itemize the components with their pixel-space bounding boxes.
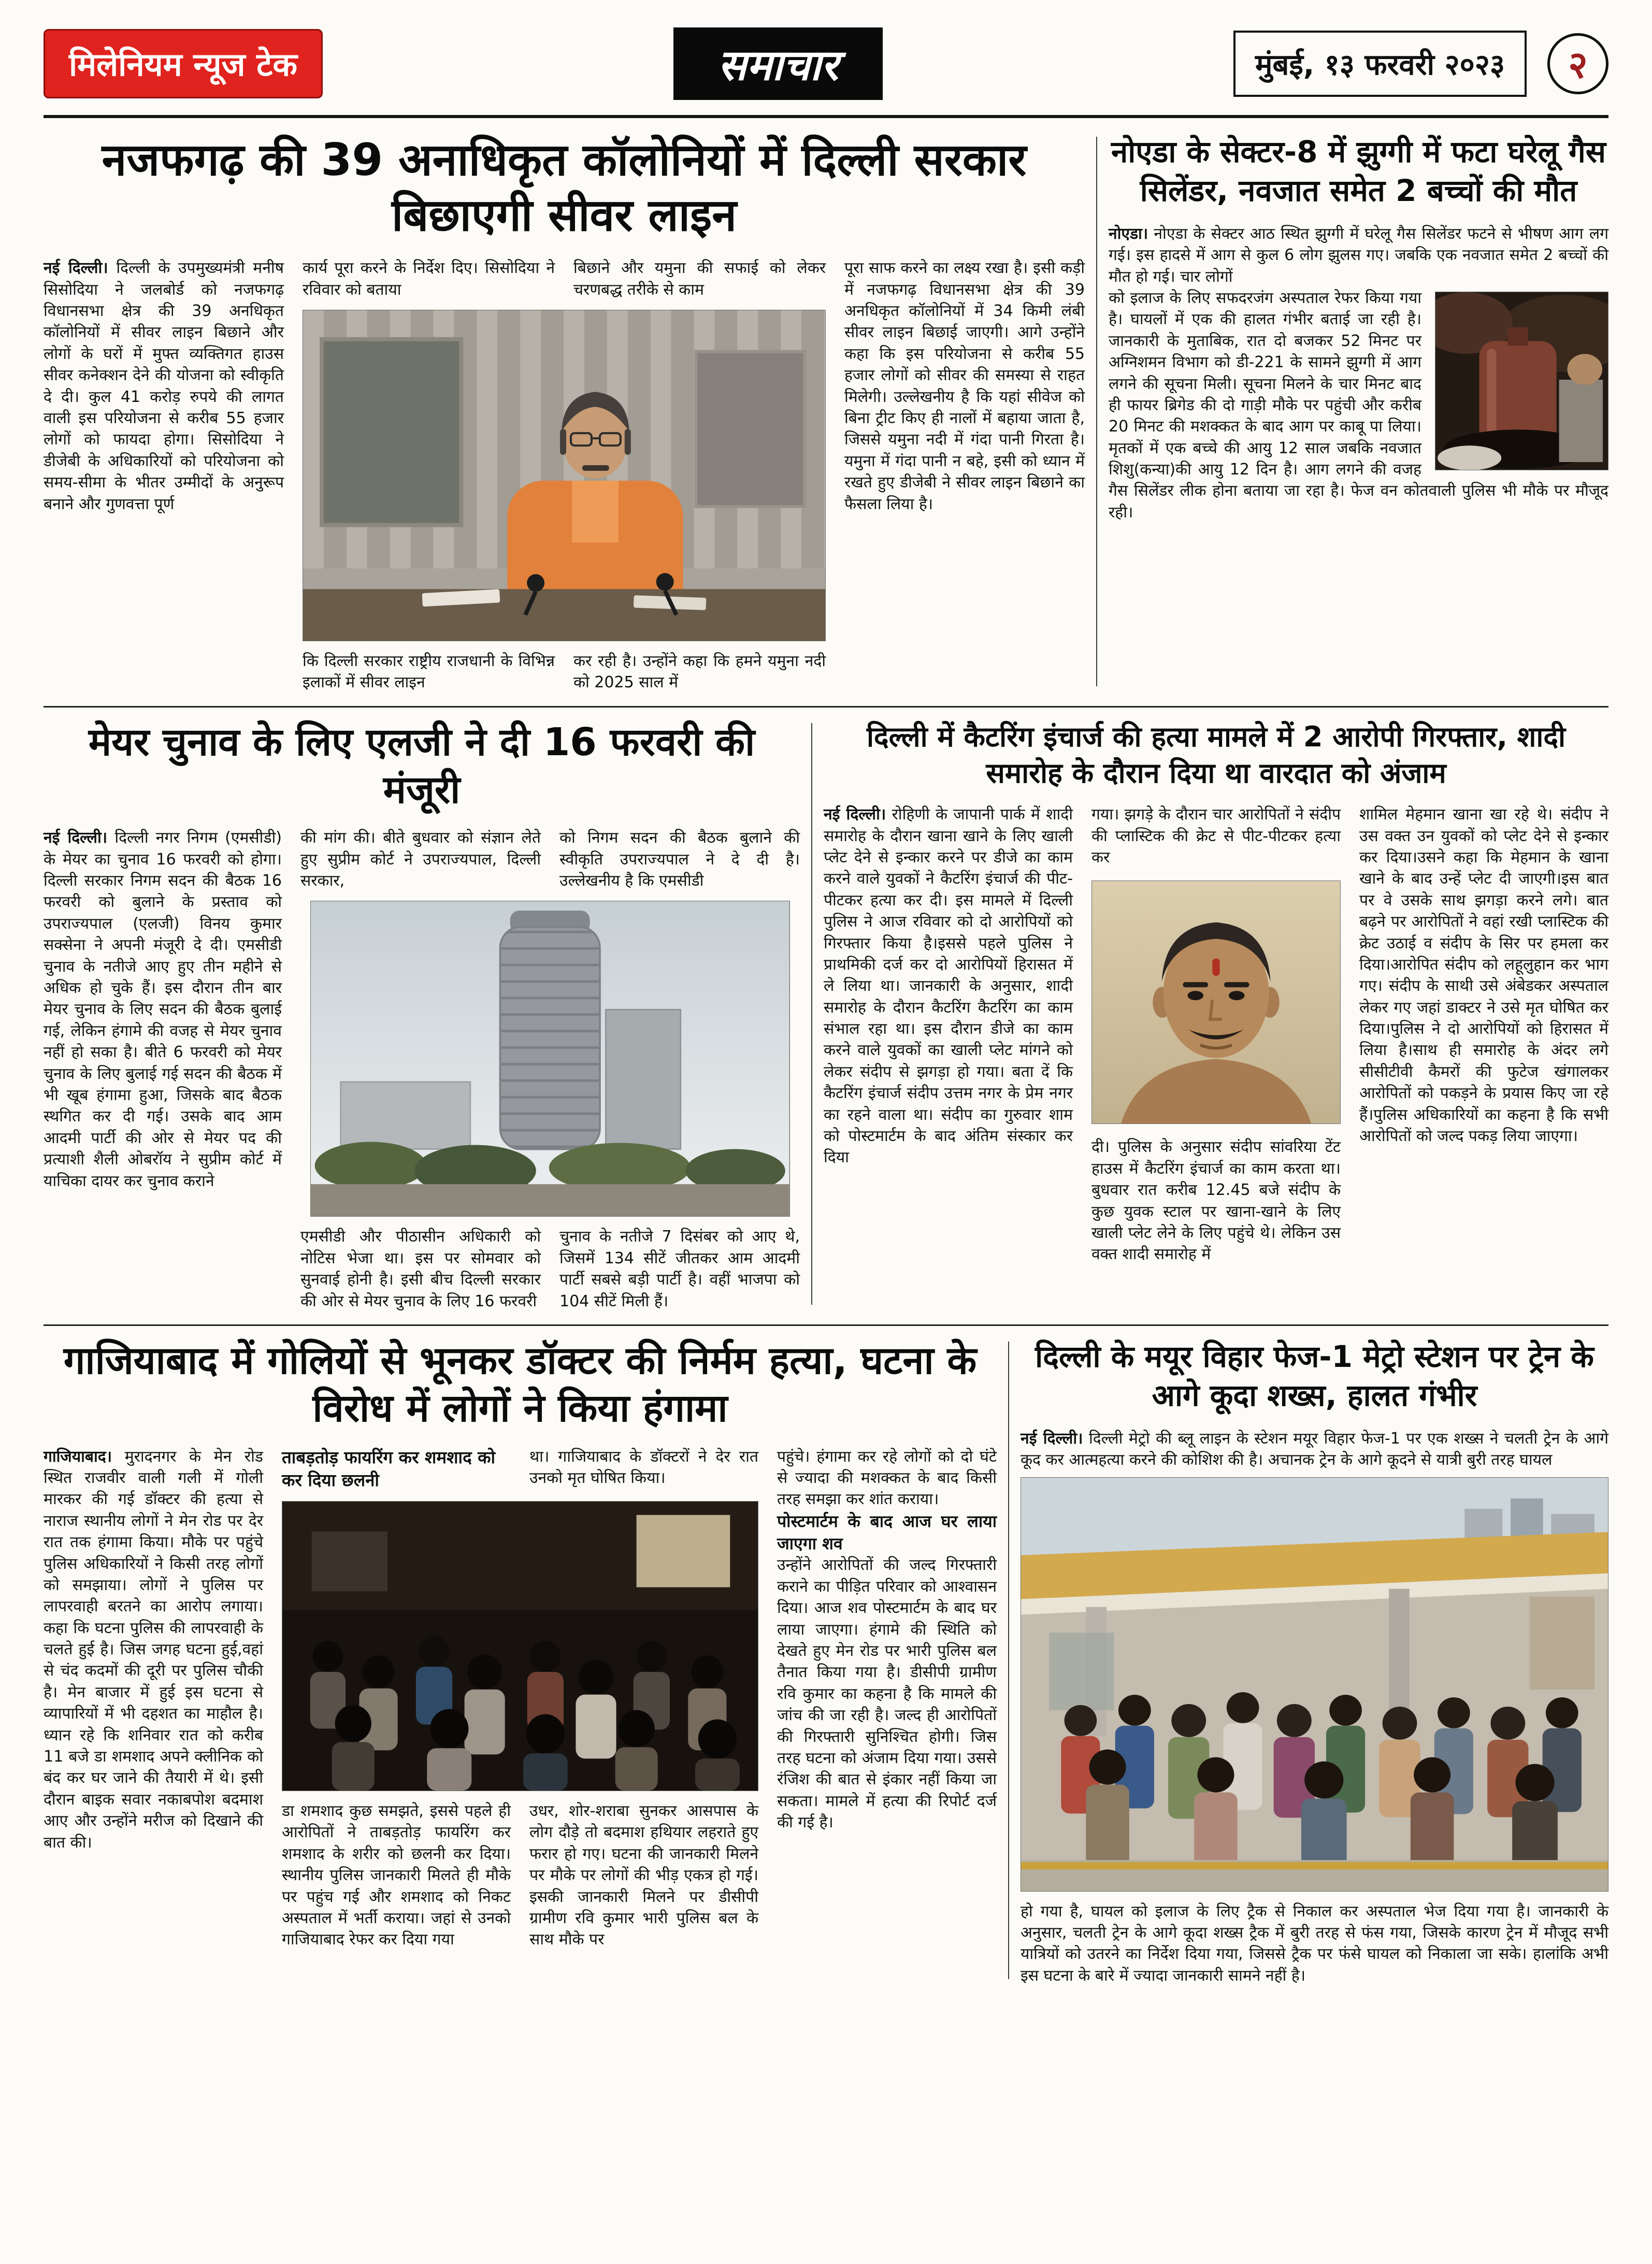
body-column-3-top: को निगम सदन की बैठक बुलाने की स्वीकृति उपराज्यपाल ने दे दी है। उल्लेखनीय है कि एमसीडी bbox=[559, 829, 800, 890]
body-column-2-top: गया। झगड़े के दौरान चार आरोपितों ने संदीप की प्लास्टिक की क्रेट से पीट-पीटकर हत्या कर bbox=[1091, 805, 1341, 867]
photo-illustration bbox=[1092, 881, 1340, 1123]
dateline: गाजियाबाद। bbox=[44, 1447, 112, 1466]
article-middle-block bbox=[282, 1446, 758, 1951]
photo-illustration bbox=[1435, 292, 1608, 470]
header-rule bbox=[44, 115, 1608, 118]
lead-paragraph bbox=[1021, 1428, 1608, 1471]
lead-paragraph bbox=[1109, 223, 1608, 287]
photo-metro-station-crowd bbox=[1021, 1477, 1608, 1892]
vertical-divider bbox=[811, 723, 812, 1305]
body-column-1 bbox=[824, 804, 1073, 1169]
body-column-2-bottom: डा शमशाद कुछ समझते, इससे पहले ही आरोपितों ने ताबड़तोड़ फायरिंग कर शमशाद के शरीर को छलनी कर दिया। स्थानीय पुलिस जानकारी मिलते ही मौके पर पहुंच गई और शमशाद को निकट अस्पताल में भर्ती कराया। जहां से उनको गाजियाबाद रेफर कर दिया गया bbox=[282, 1801, 511, 1949]
edition-date: मुंबई, १३ फरवरी २०२३ bbox=[1233, 31, 1527, 97]
article-middle-block bbox=[300, 827, 800, 1312]
column-4-rest: उन्होंने आरोपितों की जल्द गिरफ्तारी कराने का पीड़ित परिवार को आश्वासन दिया। आज शव पोस्टमार्टम के बाद घर लाया जाएगा। हंगामे की स्थिति को देखते हुए मेन रोड पर भारी पुलिस बल तैनात किया गया है। डीसीपी ग्रामीण रवि कुमार का कहना है कि मामले की जांच की जा रही है। जल्द ही आरोपितों की गिरफ्तारी सुनिश्चित होगी। जिस तरह घटना को अंजाम दिया गया। उससे रंजिश की बात से इंकार नहीं किया जा सकता। मामले में हत्या की रिपोर्ट दर्ज की गई है। bbox=[777, 1556, 997, 1832]
headline-metro-incident: दिल्ली के मयूर विहार फेज-1 मेट्रो स्टेशन पर ट्रेन के आगे कूदा शख्स, हालत गंभीर bbox=[1035, 1339, 1594, 1414]
body-column-2-top: की मांग की। बीते बुधवार को संज्ञान लेते हुए सुप्रीम कोर्ट ने उपराज्यपाल, दिल्ली सरकार, bbox=[300, 829, 541, 890]
body-column-3-top: बिछाने और यमुना की सफाई को लेकर चरणबद्ध तरीके से काम bbox=[573, 259, 826, 299]
article-catering-incharge-murder bbox=[824, 716, 1608, 1312]
article-metro-incident bbox=[1021, 1334, 1608, 1986]
article-najafgarh-sewer bbox=[44, 129, 1085, 694]
row-middle bbox=[44, 706, 1608, 1312]
photo-protest-crowd-night bbox=[282, 1501, 758, 1791]
column-text: मुरादनगर के मेन रोड स्थित राजवीर वाली गली में गोली मारकर की गई डॉक्टर की हत्या से नाराज स्थानीय लोगों ने मेन रोड पर देर रात तक हंगामा किया। मौके पर पहुंचे पुलिस अधिकारियों ने किसी तरह लोगों को समझाया। लोगों ने पुलिस पर लापरवाही बरतने का आरोप लगाया। कहा कि घटना पुलिस की लापरवाही के चलते हुई है। जिस जगह घटना हुई,वहां से चंद कदमों की दूरी पर पुलिस चौकी है। मेन बाजार में हुई इस घटना से व्यापारियों में भी दहशत का माहौल है। ध्यान रहे कि शनिवार रात को करीब 11 बजे डा शमशाद अपने क्लीनिक को बंद कर घर जाने की तैयारी में थे। इसी दौरान बाइक सवार नकाबपोश बदमाश आए और उन्होंने मरीज को दिखाने की बात की। bbox=[44, 1447, 263, 1852]
photo-manish-sisodia-press-conference bbox=[303, 310, 826, 641]
body-column-1 bbox=[44, 257, 284, 515]
body-text: हो गया है, घायल को इलाज के लिए ट्रैक से निकाल कर अस्पताल भेज दिया गया है। जानकारी के अनुसार, चलती ट्रेन के आगे कूदा शख्स ट्रैक में बुरी तरह से फंस गया, जिसके कारण ट्रेन में मौजूद सभी यात्रियों को उतरने का निर्देश दिया गया, जिससे ट्रैक पर फंसे घायल को निकाला जा सके। हालांकि अभी इस घटना के बारे में ज्यादा जानकारी सामने नहीं है। bbox=[1021, 1902, 1608, 1985]
body-column-3-bottom: कर रही है। उन्होंने कहा कि हमने यमुना नदी को 2025 साल में bbox=[573, 652, 826, 692]
photo-burnt-gas-cylinder bbox=[1435, 292, 1608, 470]
photo-mcd-civic-centre-building bbox=[310, 901, 789, 1217]
headline-catering-murder: दिल्ली में कैटरिंग इंचार्ज की हत्या मामले में 2 आरोपी गिरफ्तार, शादी समारोह के दौरान दिया था वारदात को अंजाम bbox=[866, 720, 1566, 789]
body-column-4 bbox=[777, 1446, 997, 1834]
text-below-photo bbox=[282, 1800, 758, 1951]
article-noida-cylinder-blast bbox=[1109, 129, 1608, 694]
row-top bbox=[44, 121, 1608, 694]
text-above-photo bbox=[282, 1446, 758, 1492]
body-column-3-bottom: चुनाव के नतीजे 7 दिसंबर को आए थे, जिसमें 134 सीटें जीतकर आम आदमी पार्टी सबसे बड़ी पार्टी है। वहीं भाजपा को 104 सीटें मिली हैं। bbox=[559, 1228, 800, 1310]
photo-illustration bbox=[1021, 1478, 1608, 1891]
sub-headline-firing: ताबड़तोड़ फायरिंग कर शमशाद को कर दिया छलनी bbox=[282, 1447, 495, 1490]
article-ghaziabad-doctor-murder bbox=[44, 1334, 997, 1986]
vertical-divider bbox=[1008, 1342, 1009, 1979]
article-body bbox=[44, 827, 800, 1312]
text-below-photo bbox=[300, 1226, 800, 1312]
article-body bbox=[44, 1446, 997, 1951]
photo-illustration bbox=[311, 901, 789, 1216]
headline-najafgarh-sewer: नजफगढ़ की 39 अनाधिकृत कॉलोनियों में दिल्ली सरकार बिछाएगी सीवर लाइन bbox=[102, 134, 1027, 241]
column-text: रोहिणी के जापानी पार्क में शादी समारोह के दौरान खाना खाने के लिए खाली प्लेट देने से इन्कार करने पर डीजे का काम करने वाले युवकों ने कैटरिंग इंचार्ज की पीट-पीटकर हत्या कर दी। इस मामले में दिल्ली पुलिस ने आज रविवार को दो आरोपियों को गिरफ्तार किया है।इससे पहले पुलिस ने प्राथमिकी दर्ज कर दो आरोपियों हिरासत में ले लिया था। जानकारी के अनुसार, शादी समारोह के दौरान कैटरिंग कैटरिंग का काम संभाल रहा था। इस दौरान डीजे का काम करने वाले युवकों का खाली प्लेट मांगने को लेकर संदीप से झगड़ा हो गया। बता दें कि कैटरिंग इंचार्ज संदीप उत्तम नगर के प्रेम नगर का रहने वाला था। संदीप का गुरुवार शाम को पोस्टमार्टम के बाद अंतिम संस्कार कर दिया bbox=[824, 805, 1073, 1167]
body-column-4: पूरा साफ करने का लक्ष्य रखा है। इसी कड़ी में नजफगढ़ विधानसभा क्षेत्र की 39 अनधिकृत कॉलोनियों में 34 किमी लंबी सीवर लाइन बिछाई जाएगी। आगे उन्होंने कहा कि इस परियोजना से करीब 55 हजार लोगों को सीवर की समस्या से राहत मिलेगी। उल्लेखनीय है कि यहां सीवेज को बिना ट्रीट किए ही नालों में बहाया जाता है, जिससे यमुना नदी में गंदा पानी गिरता है। यमुना में गंदा पानी न बहे, इसी को ध्यान में रखते हुए डीजेबी ने सीवर लाइन बिछाने का फैसला लिया है। bbox=[844, 259, 1085, 513]
sub-headline-postmortem: पोस्टमार्टम के बाद आज घर लाया जाएगा शव bbox=[777, 1511, 997, 1553]
article-body bbox=[824, 804, 1608, 1265]
page-header bbox=[44, 23, 1608, 105]
lead-text: नोएडा के सेक्टर आठ स्थित झुग्गी में घरेलू गैस सिलेंडर फटने से भीषण आग लग गई। इस हादसे में आग से कुल 6 लोग झुलस गए। जबकि एक नवजात समेत 2 बच्चों की मौत हो गई। चार लोगों bbox=[1109, 224, 1608, 286]
headline-noida-cylinder: नोएडा के सेक्टर-8 में झुग्गी में फटा घरेलू गैस सिलेंडर, नवजात समेत 2 बच्चों की मौत bbox=[1111, 134, 1606, 209]
photo-illustration bbox=[303, 310, 825, 641]
body-column-2-bottom: एमसीडी और पीठासीन अधिकारी को नोटिस भेजा था। इस पर सोमवार को सुनवाई होनी है। इसी बीच दिल्ली सरकार की ओर से मेयर चुनाव के लिए 16 फरवरी bbox=[300, 1228, 541, 1310]
column-text: दिल्ली के उपमुख्यमंत्री मनीष सिसोदिया ने जलबोर्ड को नजफगढ़ विधानसभा क्षेत्र की 39 अनधिकृत कॉलोनियों में सीवर लाइन बिछाने और लोगों के घरों में मुफ्त व्यक्तिगत हाउस सीवर कनेक्शन देने की योजना को स्वीकृति दे दी। कुल 41 करोड़ रुपये की लागत वाली इस परियोजना से करीब 55 हजार लोगों को फायदा होगा। सिसोदिया ने डीजेबी के अधिकारियों को परियोजना को समय-सीमा के भीतर उम्मीदों के अनुरूप बनाने और गुणवत्ता पूर्ण bbox=[44, 259, 284, 513]
row-bottom bbox=[44, 1324, 1608, 1986]
dateline: नोएडा। bbox=[1109, 224, 1148, 243]
body-column-2-top: कार्य पूरा करने के निर्देश दिए। सिसोदिया ने रविवार को बताया bbox=[303, 259, 555, 299]
article-middle-block bbox=[1091, 804, 1341, 1265]
article-middle-block bbox=[303, 257, 826, 694]
lead-text: दिल्ली मेट्रो की ब्लू लाइन के स्टेशन मयूर विहार फेज-1 पर एक शख्स ने चलती ट्रेन के आगे कूद कर आत्महत्या करने की कोशिश की है। अचानक ट्रेन के आगे कूदने से यात्री बुरी तरह घायल bbox=[1021, 1429, 1608, 1469]
body-column-3-top: था। गाजियाबाद के डॉक्टरों ने देर रात उनको मृत घोषित किया। bbox=[529, 1447, 758, 1487]
article-mayor-election bbox=[44, 716, 800, 1312]
headline-ghaziabad-murder: गाजियाबाद में गोलियों से भूनकर डॉक्टर की निर्मम हत्या, घटना के विरोध में लोगों ने किया हंगामा bbox=[63, 1338, 977, 1431]
section-banner: समाचार bbox=[673, 27, 883, 100]
dateline: नई दिल्ली। bbox=[1021, 1429, 1083, 1448]
photo-illustration bbox=[282, 1502, 758, 1791]
publication-logo: मिलेनियम न्यूज टेक bbox=[44, 29, 323, 98]
text-above-photo bbox=[303, 257, 826, 300]
text-above-photo bbox=[300, 827, 800, 891]
body-text: को इलाज के लिए सफदरजंग अस्पताल रेफर किया गया है। घायलों में एक की हालत गंभीर बताई जा रही है। जानकारी के मुताबिक, रात दो बजकर 52 मिनट पर अग्निशमन विभाग को डी-221 के सामने झुग्गी में आग लगने की सूचना मिली। सूचना मिलने के चार मिनट बाद ही फायर ब्रिगेड की दो गाड़ी मौके पर पहुंची और करीब 20 मिनट की मशक्कत के बाद आग पर काबू पा लिया।मृतकों में एक बच्चे की आयु 12 साल जबकि नवजात शिशु(कन्या)की आयु 12 दिन है। आग लगने की वजह गैस सिलेंडर लीक होना बताया जा रहा है। फेज वन कोतवाली पुलिस भी मौके पर मौजूद रही। bbox=[1109, 289, 1608, 522]
body-column-2-bottom: दी। पुलिस के अनुसार संदीप सांवरिया टेंट हाउस में कैटरिंग इंचार्ज का काम करता था। बुधवार रात करीब 12.45 बजे संदीप के कुछ युवक स्टाल पर खाना-खाने के लिए खाली प्लेट लेने के लिए पहुंचे थे। लेकिन उस वक्त शादी समारोह में bbox=[1091, 1138, 1341, 1264]
vertical-divider bbox=[1096, 137, 1097, 686]
article-body bbox=[44, 257, 1085, 694]
dateline: नई दिल्ली। bbox=[44, 829, 108, 847]
body-column-3-bottom: उधर, शोर-शराबा सुनकर आसपास के लोग दौड़े तो बदमाश हथियार लहराते हुए फरार हो गए। घटना की जानकारी मिलने पर मौके पर लोगों की भीड़ एकत्र हो गई। इसकी जानकारी मिलने पर डीसीपी ग्रामीण रवि कुमार भारी पुलिस बल के साथ मौके पर bbox=[529, 1801, 758, 1949]
text-below-photo bbox=[303, 651, 826, 694]
wrapped-body bbox=[1109, 287, 1608, 523]
column-text: दिल्ली नगर निगम (एमसीडी) के मेयर का चुनाव 16 फरवरी को होगा। दिल्ली सरकार निगम सदन की बैठक 16 फरवरी को बुलाने के प्रस्ताव को उपराज्यपाल (एलजी) विनय कुमार सक्सेना ने अपनी मंजूरी दे दी। एमसीडी चुनाव के नतीजे आए हुए तीन महीने से अधिक हो चुके हैं। इस दौरान तीन बार मेयर चुनाव के लिए सदन की बैठक बुलाई गई, लेकिन हंगामे की वजह से मेयर चुनाव नहीं हो सका है। बीते 6 फरवरी को मेयर चुनाव के लिए बुलाई गई सदन की बैठक में भी खूब हंगामा हुआ, जिसके बाद बैठक स्थगित कर दी गई। उसके बाद आम आदमी पार्टी की ओर से मेयर पद की प्रत्याशी शैली ओबरॉय ने सुप्रीम कोर्ट में याचिका दायर कर चुनाव कराने bbox=[44, 829, 282, 1190]
body-column-1 bbox=[44, 827, 282, 1192]
body-column-2-bottom: कि दिल्ली सरकार राष्ट्रीय राजधानी के विभिन्न इलाकों में सीवर लाइन bbox=[303, 652, 555, 692]
dateline: नई दिल्ली। bbox=[824, 805, 886, 824]
headline-mayor-election: मेयर चुनाव के लिए एलजी ने दी 16 फरवरी की मंजूरी bbox=[88, 719, 755, 812]
photo-victim-sandeep-portrait bbox=[1091, 881, 1341, 1124]
dateline: नई दिल्ली। bbox=[44, 259, 108, 278]
body-column-3: शामिल मेहमान खाना खा रहे थे। संदीप ने उस वक्त उन युवकों को प्लेट देने से इन्कार कर दिया।उसने कहा कि मेहमान के खाना खाने के बाद उन्हें प्लेट दी जाएगी।इस बात पर वे उसके साथ झगड़ा करने लगे। बात बढ़ने पर आरोपितों ने वहां रखी प्लास्टिक की क्रेट उठाई व संदीप के सिर पर हमला कर दिया।आरोपित संदीप को लहूलुहान कर भाग गए। संदीप के साथी उसे अंबेडकर अस्पताल लेकर गए जहां डाक्टर ने उसे मृत घोषित कर दिया।पुलिस ने दो आरोपियों को हिरासत में लिया है।साथ ही समारोह के अंदर लगे सीसीटीवी कैमरों की फुटेज खंगालकर आरोपितों को पकड़ने के प्रयास किए जा रहे हैं।पुलिस अधिकारियों का कहना है कि सभी आरोपितों को जल्द पकड़ लिया जाएगा। bbox=[1359, 805, 1608, 1146]
body-column-1 bbox=[44, 1446, 263, 1853]
page-number-badge: २ bbox=[1547, 33, 1608, 94]
column-4-top: पहुंचे। हंगामा कर रहे लोगों को दो घंटे से ज्यादा की मशक्कत के बाद किसी तरह समझा कर शांत कराया। bbox=[777, 1447, 997, 1509]
